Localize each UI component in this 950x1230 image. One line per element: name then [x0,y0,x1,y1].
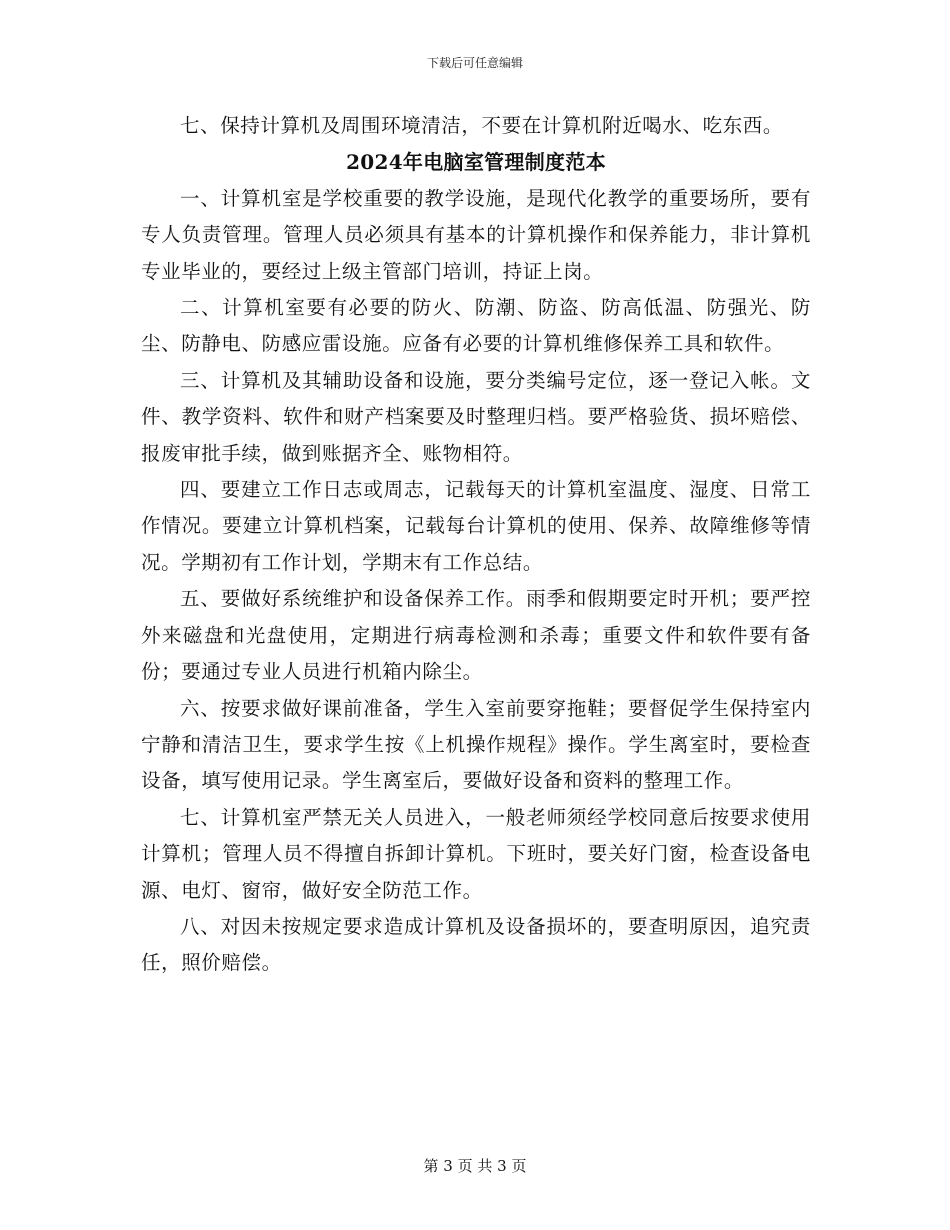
paragraph-7: 七、计算机室严禁无关人员进入，一般老师须经学校同意后按要求使用计算机；管理人员不得擅自拆卸计算机。下班时，要关好门窗，检查设备电源、电灯、窗帘，做好安全防范工作。 [141,805,811,902]
paragraph-8: 八、对因未按规定要求造成计算机及设备损坏的，要查明原因，追究责任，照价赔偿。 [141,914,811,975]
paragraph-5: 五、要做好系统维护和设备保养工作。雨季和假期要定时开机；要严控外来磁盘和光盘使用，定期进行病毒检测和杀毒；重要文件和软件要有备份；要通过专业人员进行机箱内除尘。 [141,587,811,684]
paragraph-6: 六、按要求做好课前准备，学生入室前要穿拖鞋；要督促学生保持室内宁静和清洁卫生，要求学生按《上机操作规程》操作。学生离室时，要检查设备，填写使用记录。学生离室后，要做好设备和资料的整理工作。 [141,696,811,793]
intro-paragraph: 七、保持计算机及周围环境清洁，不要在计算机附近喝水、吃东西。 [180,114,784,137]
header-note: 下载后可任意编辑 [426,56,523,70]
page-number: 第 3 页 共 3 页 [423,1157,527,1175]
paragraph-4: 四、要建立工作日志或周志，记载每天的计算机室温度、湿度、日常工作情况。要建立计算机档案，记载每台计算机的使用、保养、故障维修等情况。学期初有工作计划，学期末有工作总结。 [141,478,811,574]
paragraph-2: 二、计算机室要有必要的防火、防潮、防盗、防高低温、防强光、防尘、防静电、防感应雷设施。应备有必要的计算机维修保养工具和软件。 [141,296,811,356]
paragraph-1: 一、计算机室是学校重要的教学设施，是现代化教学的重要场所，要有专人负责管理。管理人员必须具有基本的计算机操作和保养能力，非计算机专业毕业的，要经过上级主管部门培训，持证上岗。 [141,186,811,283]
document-title: 2024年电脑室管理制度范本 [346,150,606,175]
paragraph-3: 三、计算机及其辅助设备和设施，要分类编号定位，逐一登记入帐。文件、教学资料、软件和财产档案要及时整理归档。要严格验货、损坏赔偿、报废审批手续，做到账据齐全、账物相符。 [141,368,811,465]
document-body [141,108,811,982]
